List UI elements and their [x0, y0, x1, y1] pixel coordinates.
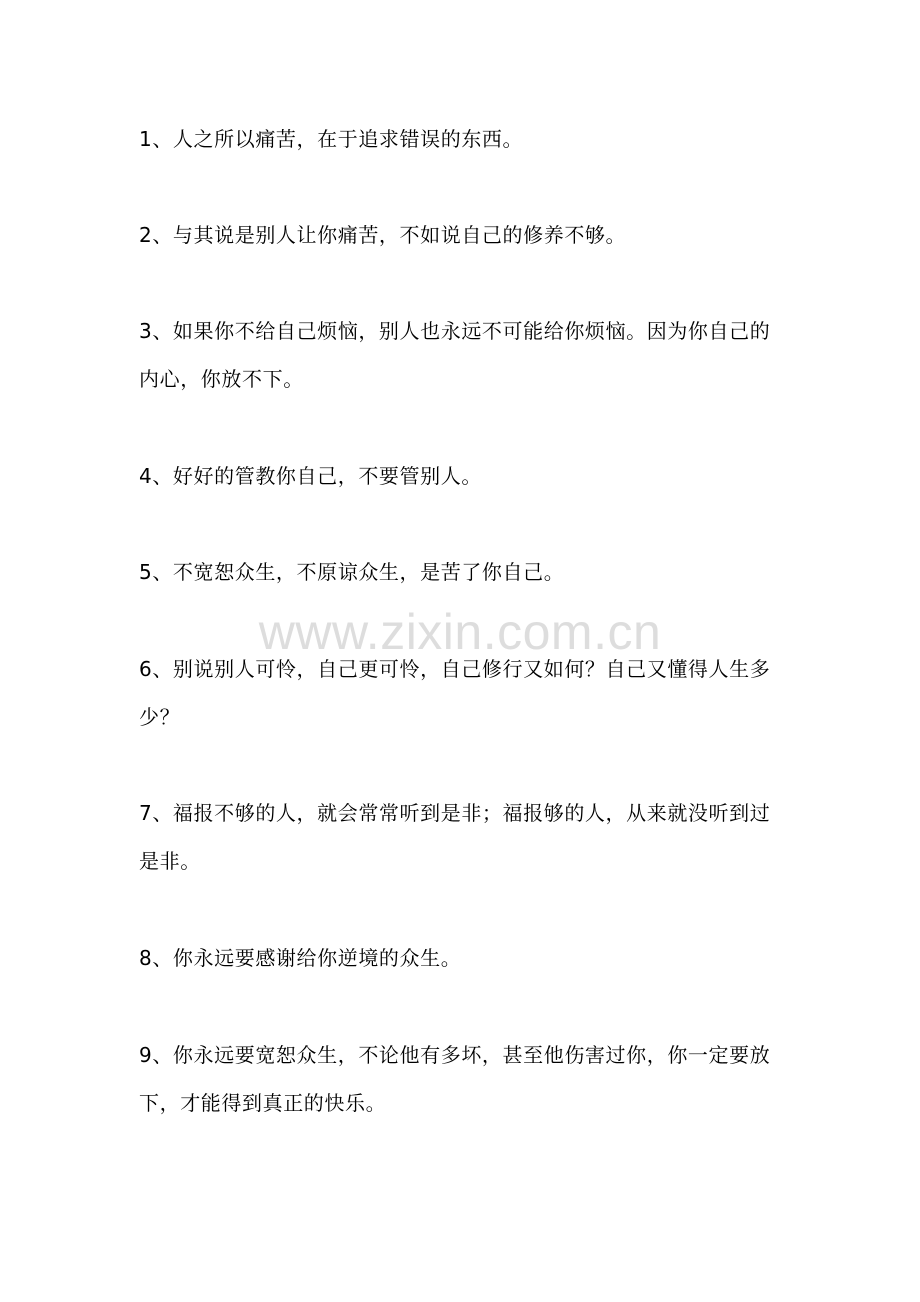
watermark-text: www.zixin.com.cn [258, 604, 662, 660]
paragraph-6: 6、别说别人可怜，自己更可怜，自己修行又如何？自己又懂得人生多少？ [139, 657, 771, 729]
paragraph-8: 8、你永远要感谢给你逆境的众生。 [139, 946, 462, 970]
paragraph-1: 1、人之所以痛苦，在于追求错误的东西。 [139, 127, 524, 151]
paragraph-2: 2、与其说是别人让你痛苦，不如说自己的修养不够。 [139, 223, 627, 247]
paragraph-5: 5、不宽恕众生，不原谅众生，是苦了你自己。 [139, 560, 565, 584]
paragraph-4: 4、好好的管教你自己，不要管别人。 [139, 464, 482, 488]
paragraph-7: 7、福报不够的人，就会常常听到是非；福报够的人，从来就没听到过是非。 [139, 801, 771, 873]
paragraph-9: 9、你永远要宽恕众生，不论他有多坏，甚至他伤害过你，你一定要放下，才能得到真正的快乐。 [139, 1043, 771, 1115]
paragraph-3: 3、如果你不给自己烦恼，别人也永远不可能给你烦恼。因为你自己的内心，你放不下。 [139, 319, 771, 391]
